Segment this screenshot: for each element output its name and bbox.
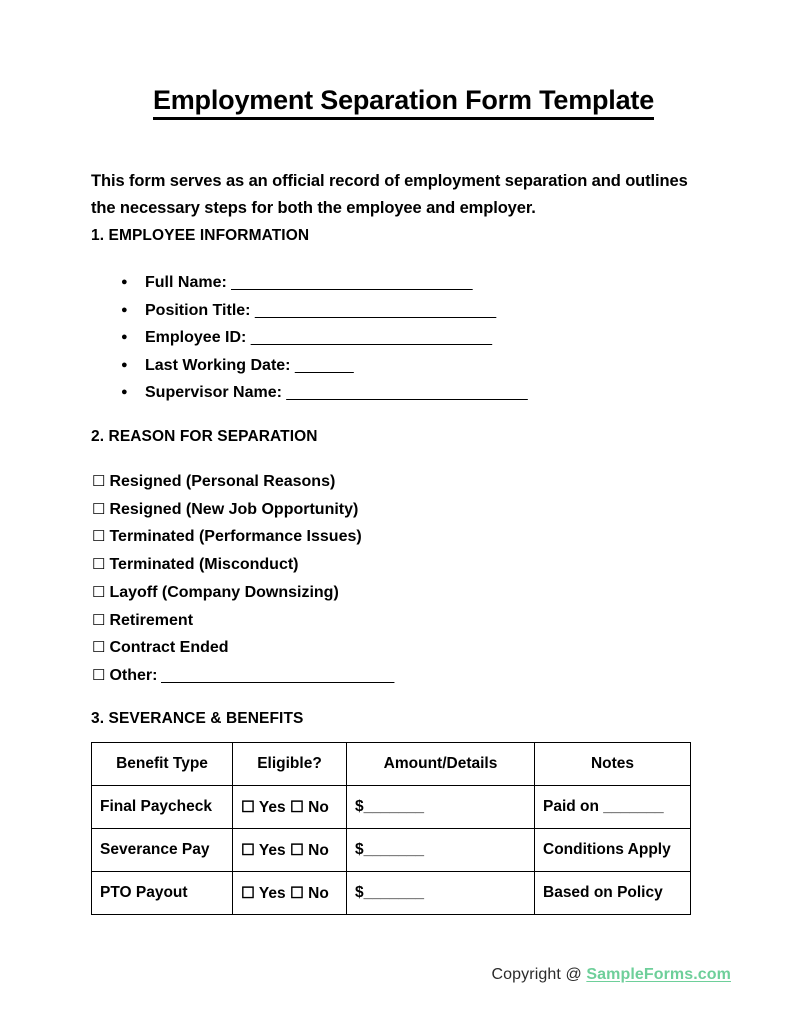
field-blank[interactable]: _____________________________	[254, 301, 496, 319]
copyright-label: Copyright @	[491, 966, 587, 983]
checkbox-label: Layoff (Company Downsizing)	[109, 583, 339, 601]
checkbox-label: Resigned (New Job Opportunity)	[109, 500, 359, 518]
checkbox-label: Resigned (Personal Reasons)	[109, 473, 336, 490]
cell-amount-details[interactable]: $_______	[347, 786, 535, 829]
checkbox-option-resigned-personal[interactable]	[92, 468, 394, 496]
cell-eligible[interactable]: ☐ Yes ☐ No	[233, 829, 347, 872]
section-heading-reason-for-separation: 2. REASON FOR SEPARATION	[91, 428, 318, 445]
cell-amount-details[interactable]: $_______	[347, 829, 535, 872]
checkbox-option-layoff[interactable]	[92, 579, 394, 607]
cell-notes: Conditions Apply	[535, 829, 691, 872]
field-label: Last Working Date:	[145, 356, 291, 374]
cell-eligible[interactable]: ☐ Yes ☐ No	[233, 872, 347, 915]
checkbox-label: Other:	[109, 666, 158, 684]
page-title	[91, 84, 716, 118]
field-label: Position Title:	[145, 301, 251, 319]
checkbox-icon[interactable]: ☐	[92, 528, 106, 546]
checkbox-icon[interactable]: ☐	[92, 611, 106, 629]
checkbox-label: Terminated (Misconduct)	[109, 556, 299, 574]
reason-for-separation-list	[92, 468, 394, 690]
checkbox-option-terminated-misconduct[interactable]	[92, 551, 394, 579]
checkbox-label: Retirement	[109, 611, 194, 629]
field-blank[interactable]: _____________________________	[250, 329, 492, 346]
field-label: Full Name:	[145, 274, 227, 291]
cell-benefit-type: Severance Pay	[92, 829, 233, 872]
column-header-benefit-type: Benefit Type	[92, 743, 233, 786]
field-blank[interactable]: _____________________________	[231, 274, 472, 291]
list-item	[121, 269, 527, 297]
field-label: Supervisor Name:	[145, 384, 282, 401]
page-title-text: Employment Separation Form Template	[153, 85, 654, 120]
column-header-amount-details: Amount/Details	[347, 743, 535, 786]
checkbox-label: Terminated (Performance Issues)	[109, 528, 362, 546]
checkbox-label: Contract Ended	[109, 639, 229, 657]
field-blank[interactable]: _______	[294, 356, 354, 374]
checkbox-icon[interactable]: ☐	[92, 500, 106, 518]
field-label: Employee ID:	[145, 329, 247, 346]
checkbox-option-contract-ended[interactable]	[92, 634, 394, 662]
table-row	[92, 829, 691, 872]
employee-information-list	[121, 269, 527, 407]
footer	[0, 966, 731, 984]
checkbox-icon[interactable]: ☐	[92, 556, 106, 574]
cell-benefit-type: PTO Payout	[92, 872, 233, 915]
column-header-eligible: Eligible?	[233, 743, 347, 786]
cell-amount-details[interactable]: $_______	[347, 872, 535, 915]
other-blank[interactable]: ____________________________	[157, 666, 394, 684]
checkbox-icon[interactable]: ☐	[92, 583, 106, 601]
table-header-row	[92, 743, 691, 786]
list-item	[121, 324, 527, 352]
list-item	[121, 352, 527, 380]
checkbox-icon[interactable]: ☐	[92, 473, 106, 490]
cell-notes[interactable]: Paid on _______	[535, 786, 691, 829]
column-header-notes: Notes	[535, 743, 691, 786]
intro-paragraph: This form serves as an official record of employment separation and outlines the necessary steps for both the employee and employer.	[91, 171, 688, 217]
checkbox-option-terminated-performance[interactable]	[92, 523, 394, 551]
cell-eligible[interactable]: ☐ Yes ☐ No	[233, 786, 347, 829]
checkbox-option-resigned-new-job[interactable]	[92, 496, 394, 524]
cell-notes: Based on Policy	[535, 872, 691, 915]
section-heading-severance-and-benefits: 3. SEVERANCE & BENEFITS	[91, 710, 304, 727]
table-row	[92, 786, 691, 829]
sampleforms-link[interactable]: SampleForms.com	[586, 966, 731, 983]
severance-benefits-table	[91, 742, 691, 915]
list-item	[121, 379, 527, 407]
list-item	[121, 297, 527, 325]
checkbox-option-other[interactable]	[92, 662, 394, 690]
field-blank[interactable]: _____________________________	[286, 384, 528, 401]
checkbox-icon[interactable]: ☐	[92, 666, 106, 684]
checkbox-icon[interactable]: ☐	[92, 639, 106, 657]
checkbox-option-retirement[interactable]	[92, 607, 394, 635]
cell-benefit-type: Final Paycheck	[92, 786, 233, 829]
table-row	[92, 872, 691, 915]
section-heading-employee-information: 1. EMPLOYEE INFORMATION	[91, 227, 310, 244]
